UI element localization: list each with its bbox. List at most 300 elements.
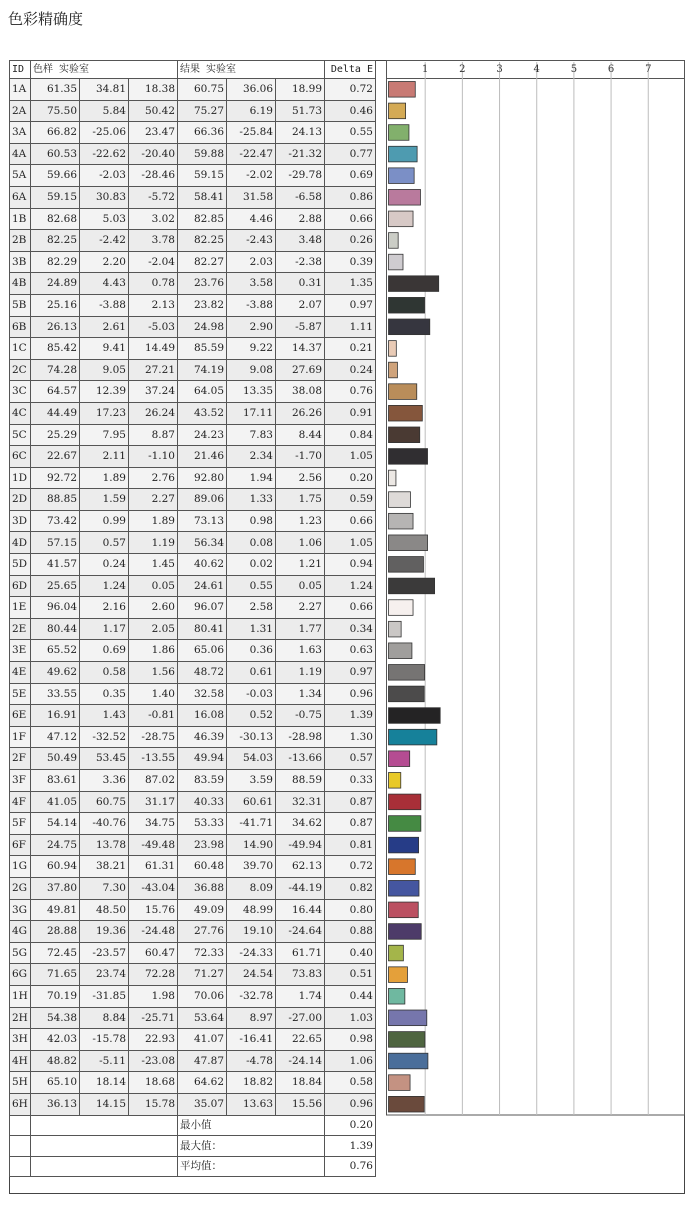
sample-b: -2.04: [129, 251, 178, 273]
sample-l: 64.57: [31, 381, 80, 403]
summary-blank: [31, 1136, 178, 1157]
summary-row: [10, 1115, 376, 1136]
table-row: [10, 770, 376, 792]
sample-b: 15.78: [129, 1093, 178, 1115]
sample-b: 87.02: [129, 770, 178, 792]
row-id: 2D: [10, 489, 31, 511]
row-id: 1E: [10, 597, 31, 619]
sample-b: -20.40: [129, 143, 178, 165]
x-tick-label: 6: [607, 64, 615, 75]
sample-b: 23.47: [129, 122, 178, 144]
result-l: 82.85: [178, 208, 227, 230]
result-a: 0.55: [227, 575, 276, 597]
result-a: 1.33: [227, 489, 276, 511]
delta-e-value: 1.30: [325, 726, 376, 748]
sample-l: 37.80: [31, 877, 80, 899]
sample-b: 1.56: [129, 662, 178, 684]
delta-e-bar: [389, 708, 441, 724]
sample-a: 23.74: [80, 964, 129, 986]
sample-a: 1.43: [80, 705, 129, 727]
result-b: 24.13: [276, 122, 325, 144]
result-b: 1.77: [276, 618, 325, 640]
row-id: 5D: [10, 554, 31, 576]
result-a: 0.98: [227, 510, 276, 532]
delta-e-value: 0.96: [325, 1093, 376, 1115]
delta-e-bar: [389, 492, 411, 508]
header-id: ID: [10, 61, 31, 79]
sample-a: 18.14: [80, 1072, 129, 1094]
delta-e-bar: [389, 600, 414, 616]
row-id: 6B: [10, 316, 31, 338]
sample-l: 16.91: [31, 705, 80, 727]
sample-a: 0.35: [80, 683, 129, 705]
delta-e-value: 1.06: [325, 1050, 376, 1072]
table-row: [10, 251, 376, 273]
delta-e-value: 0.66: [325, 597, 376, 619]
row-id: 6G: [10, 964, 31, 986]
delta-e-value: 0.72: [325, 79, 376, 101]
delta-e-bar: [389, 82, 416, 98]
sample-b: 26.24: [129, 402, 178, 424]
sample-a: 1.89: [80, 467, 129, 489]
sample-a: -40.76: [80, 813, 129, 835]
delta-e-value: 1.05: [325, 446, 376, 468]
delta-e-bar: [389, 794, 421, 810]
result-l: 32.58: [178, 683, 227, 705]
table-row: [10, 446, 376, 468]
delta-e-value: 1.35: [325, 273, 376, 295]
row-id: 5A: [10, 165, 31, 187]
table-row: [10, 640, 376, 662]
table-row: [10, 79, 376, 101]
delta-e-value: 0.66: [325, 208, 376, 230]
result-b: 8.44: [276, 424, 325, 446]
result-l: 41.07: [178, 1029, 227, 1051]
delta-e-value: 0.55: [325, 122, 376, 144]
summary-blank-id: [10, 1115, 31, 1136]
sample-a: -22.62: [80, 143, 129, 165]
table-row: [10, 165, 376, 187]
result-a: 6.19: [227, 100, 276, 122]
delta-e-bar: [389, 751, 410, 767]
result-b: -27.00: [276, 1007, 325, 1029]
header-delta: Delta E: [325, 61, 376, 79]
sample-a: 5.03: [80, 208, 129, 230]
result-b: 38.08: [276, 381, 325, 403]
result-l: 65.06: [178, 640, 227, 662]
sample-a: 1.24: [80, 575, 129, 597]
row-id: 6H: [10, 1093, 31, 1115]
sample-l: 71.65: [31, 964, 80, 986]
table-row: [10, 100, 376, 122]
delta-e-value: 0.21: [325, 338, 376, 360]
result-l: 58.41: [178, 186, 227, 208]
result-b: -49.94: [276, 834, 325, 856]
row-id: 6E: [10, 705, 31, 727]
sample-b: -1.10: [129, 446, 178, 468]
result-a: 3.58: [227, 273, 276, 295]
sample-b: 8.87: [129, 424, 178, 446]
row-id: 1C: [10, 338, 31, 360]
delta-e-bar: [389, 146, 418, 162]
result-a: 1.31: [227, 618, 276, 640]
result-l: 64.62: [178, 1072, 227, 1094]
delta-e-bar: [389, 557, 424, 573]
row-id: 3D: [10, 510, 31, 532]
result-l: 82.25: [178, 230, 227, 252]
row-id: 5E: [10, 683, 31, 705]
result-a: -41.71: [227, 813, 276, 835]
sample-a: 60.75: [80, 791, 129, 813]
result-b: -6.58: [276, 186, 325, 208]
sample-a: 2.11: [80, 446, 129, 468]
result-l: 23.98: [178, 834, 227, 856]
sample-l: 72.45: [31, 942, 80, 964]
result-l: 35.07: [178, 1093, 227, 1115]
sample-l: 82.25: [31, 230, 80, 252]
summary-blank: [31, 1115, 178, 1136]
delta-e-value: 0.33: [325, 770, 376, 792]
sample-b: -13.55: [129, 748, 178, 770]
sample-a: 9.41: [80, 338, 129, 360]
result-b: 2.88: [276, 208, 325, 230]
sample-l: 70.19: [31, 985, 80, 1007]
result-a: 4.46: [227, 208, 276, 230]
table-row: [10, 489, 376, 511]
delta-e-value: 0.86: [325, 186, 376, 208]
result-a: -2.43: [227, 230, 276, 252]
result-l: 24.98: [178, 316, 227, 338]
delta-e-value: 0.58: [325, 1072, 376, 1094]
result-a: -32.78: [227, 985, 276, 1007]
row-id: 6A: [10, 186, 31, 208]
table-row: [10, 1007, 376, 1029]
summary-value: 0.76: [325, 1156, 376, 1177]
row-id: 1B: [10, 208, 31, 230]
result-l: 23.76: [178, 273, 227, 295]
result-l: 53.33: [178, 813, 227, 835]
sample-l: 82.68: [31, 208, 80, 230]
delta-e-value: 0.44: [325, 985, 376, 1007]
table-row: [10, 683, 376, 705]
result-a: 2.90: [227, 316, 276, 338]
result-a: 1.94: [227, 467, 276, 489]
result-l: 85.59: [178, 338, 227, 360]
result-b: 15.56: [276, 1093, 325, 1115]
result-a: 2.03: [227, 251, 276, 273]
result-b: -24.64: [276, 921, 325, 943]
sample-b: 37.24: [129, 381, 178, 403]
result-a: 48.99: [227, 899, 276, 921]
sample-b: -25.71: [129, 1007, 178, 1029]
delta-e-bar: [389, 729, 437, 745]
sample-l: 80.44: [31, 618, 80, 640]
summary-row: [10, 1136, 376, 1157]
result-l: 70.06: [178, 985, 227, 1007]
row-id: 4A: [10, 143, 31, 165]
delta-e-bar: [389, 125, 409, 141]
result-l: 36.88: [178, 877, 227, 899]
delta-e-value: 0.87: [325, 791, 376, 813]
delta-e-bar: [389, 276, 439, 292]
result-a: 17.11: [227, 402, 276, 424]
result-b: 1.63: [276, 640, 325, 662]
sample-l: 92.72: [31, 467, 80, 489]
sample-b: -43.04: [129, 877, 178, 899]
delta-e-bar: [389, 362, 398, 378]
delta-e-bar: [389, 1032, 425, 1048]
sample-l: 66.82: [31, 122, 80, 144]
row-id: 1F: [10, 726, 31, 748]
sample-l: 41.57: [31, 554, 80, 576]
table-row: [10, 143, 376, 165]
sample-b: 22.93: [129, 1029, 178, 1051]
summary-row: [10, 1156, 376, 1177]
sample-l: 65.10: [31, 1072, 80, 1094]
sample-a: -2.03: [80, 165, 129, 187]
sample-a: 4.43: [80, 273, 129, 295]
result-b: -44.19: [276, 877, 325, 899]
row-id: 1D: [10, 467, 31, 489]
result-a: 13.35: [227, 381, 276, 403]
delta-e-value: 0.20: [325, 467, 376, 489]
table-row: [10, 554, 376, 576]
result-a: -25.84: [227, 122, 276, 144]
delta-e-value: 0.98: [325, 1029, 376, 1051]
row-id: 2C: [10, 359, 31, 381]
delta-e-value: 0.59: [325, 489, 376, 511]
summary-blank-id: [10, 1136, 31, 1157]
sample-b: 2.27: [129, 489, 178, 511]
table-row: [10, 510, 376, 532]
result-b: 61.71: [276, 942, 325, 964]
delta-e-bar: [389, 297, 425, 313]
color-accuracy-table: [9, 60, 376, 1177]
sample-b: 3.78: [129, 230, 178, 252]
result-l: 46.39: [178, 726, 227, 748]
delta-e-bar: [389, 319, 430, 335]
delta-e-bar: [389, 513, 414, 529]
sample-b: 2.76: [129, 467, 178, 489]
sample-a: 0.24: [80, 554, 129, 576]
table-row: [10, 359, 376, 381]
table-row: [10, 338, 376, 360]
delta-e-value: 1.39: [325, 705, 376, 727]
table-row: [10, 294, 376, 316]
sample-b: -5.03: [129, 316, 178, 338]
delta-e-bar: [389, 773, 401, 789]
sample-a: -15.78: [80, 1029, 129, 1051]
sample-l: 60.53: [31, 143, 80, 165]
sample-b: 31.17: [129, 791, 178, 813]
result-b: 1.06: [276, 532, 325, 554]
sample-l: 88.85: [31, 489, 80, 511]
delta-e-value: 0.51: [325, 964, 376, 986]
header-result: 结果 实验室: [178, 61, 325, 79]
sample-l: 65.52: [31, 640, 80, 662]
delta-e-value: 1.03: [325, 1007, 376, 1029]
row-id: 3H: [10, 1029, 31, 1051]
result-b: 2.56: [276, 467, 325, 489]
result-b: 34.62: [276, 813, 325, 835]
result-l: 96.07: [178, 597, 227, 619]
result-a: 7.83: [227, 424, 276, 446]
sample-l: 50.49: [31, 748, 80, 770]
x-tick-label: 1: [421, 64, 429, 75]
delta-e-bar-chart: [386, 60, 685, 1116]
delta-e-bar: [389, 988, 405, 1004]
delta-e-bar: [389, 837, 419, 853]
sample-a: 0.58: [80, 662, 129, 684]
row-id: 6C: [10, 446, 31, 468]
result-b: -0.75: [276, 705, 325, 727]
sample-l: 57.15: [31, 532, 80, 554]
sample-l: 33.55: [31, 683, 80, 705]
sample-b: 60.47: [129, 942, 178, 964]
result-a: 3.59: [227, 770, 276, 792]
table-row: [10, 273, 376, 295]
sample-b: -28.46: [129, 165, 178, 187]
result-b: 32.31: [276, 791, 325, 813]
result-b: -29.78: [276, 165, 325, 187]
result-l: 40.62: [178, 554, 227, 576]
sample-l: 61.35: [31, 79, 80, 101]
delta-e-bar: [389, 967, 408, 983]
x-tick-label: 2: [459, 64, 466, 75]
result-a: 0.52: [227, 705, 276, 727]
result-l: 21.46: [178, 446, 227, 468]
delta-e-value: 1.11: [325, 316, 376, 338]
sample-a: 3.36: [80, 770, 129, 792]
sample-a: 7.30: [80, 877, 129, 899]
result-a: -3.88: [227, 294, 276, 316]
sample-l: 83.61: [31, 770, 80, 792]
sample-a: 5.84: [80, 100, 129, 122]
result-a: 9.08: [227, 359, 276, 381]
sample-b: 2.05: [129, 618, 178, 640]
sample-b: 1.86: [129, 640, 178, 662]
result-b: -24.14: [276, 1050, 325, 1072]
row-id: 2H: [10, 1007, 31, 1029]
delta-e-value: 0.77: [325, 143, 376, 165]
delta-e-value: 0.96: [325, 683, 376, 705]
sample-b: 1.89: [129, 510, 178, 532]
result-b: 0.05: [276, 575, 325, 597]
sample-l: 47.12: [31, 726, 80, 748]
delta-e-bar: [389, 686, 425, 702]
table-row: [10, 726, 376, 748]
result-b: 1.74: [276, 985, 325, 1007]
sample-b: -23.08: [129, 1050, 178, 1072]
result-a: 31.58: [227, 186, 276, 208]
sample-a: 13.78: [80, 834, 129, 856]
result-a: 2.34: [227, 446, 276, 468]
row-id: 2E: [10, 618, 31, 640]
result-b: 1.75: [276, 489, 325, 511]
delta-e-bar: [389, 189, 421, 205]
sample-a: 38.21: [80, 856, 129, 878]
result-l: 82.27: [178, 251, 227, 273]
sample-a: -2.42: [80, 230, 129, 252]
row-id: 6D: [10, 575, 31, 597]
result-b: 1.21: [276, 554, 325, 576]
row-id: 6F: [10, 834, 31, 856]
delta-e-value: 0.57: [325, 748, 376, 770]
row-id: 1G: [10, 856, 31, 878]
delta-e-value: 0.76: [325, 381, 376, 403]
delta-e-bar: [389, 1053, 428, 1069]
result-a: 18.82: [227, 1072, 276, 1094]
delta-e-value: 0.87: [325, 813, 376, 835]
sample-b: 18.38: [129, 79, 178, 101]
delta-e-value: 0.94: [325, 554, 376, 576]
result-b: 62.13: [276, 856, 325, 878]
table-row: [10, 791, 376, 813]
table-header-row: [10, 61, 376, 79]
result-a: 24.54: [227, 964, 276, 986]
sample-l: 49.62: [31, 662, 80, 684]
row-id: 1A: [10, 79, 31, 101]
delta-e-bar: [389, 254, 404, 270]
summary-value: 0.20: [325, 1115, 376, 1136]
sample-a: -3.88: [80, 294, 129, 316]
sample-a: -25.06: [80, 122, 129, 144]
result-l: 27.76: [178, 921, 227, 943]
result-a: 8.09: [227, 877, 276, 899]
sample-l: 42.03: [31, 1029, 80, 1051]
sample-l: 48.82: [31, 1050, 80, 1072]
sample-l: 25.65: [31, 575, 80, 597]
result-a: 54.03: [227, 748, 276, 770]
delta-e-value: 0.97: [325, 294, 376, 316]
row-id: 4F: [10, 791, 31, 813]
sample-b: 3.02: [129, 208, 178, 230]
delta-e-value: 0.81: [325, 834, 376, 856]
table-row: [10, 316, 376, 338]
delta-e-value: 0.39: [325, 251, 376, 273]
result-a: 19.10: [227, 921, 276, 943]
result-b: -1.70: [276, 446, 325, 468]
delta-e-value: 0.80: [325, 899, 376, 921]
result-l: 47.87: [178, 1050, 227, 1072]
header-sample: 色样 实验室: [31, 61, 178, 79]
delta-e-bar: [389, 233, 399, 249]
result-l: 74.19: [178, 359, 227, 381]
result-b: 1.19: [276, 662, 325, 684]
result-b: 1.23: [276, 510, 325, 532]
table-row: [10, 748, 376, 770]
delta-e-value: 0.97: [325, 662, 376, 684]
delta-e-bar: [389, 427, 420, 443]
page-title: 色彩精确度: [8, 10, 84, 28]
sample-b: -0.81: [129, 705, 178, 727]
table-row: [10, 402, 376, 424]
sample-b: 1.40: [129, 683, 178, 705]
sample-b: 1.98: [129, 985, 178, 1007]
delta-e-value: 0.63: [325, 640, 376, 662]
delta-e-bar: [389, 1075, 411, 1091]
sample-l: 24.89: [31, 273, 80, 295]
result-b: 51.73: [276, 100, 325, 122]
table-row: [10, 186, 376, 208]
result-l: 60.48: [178, 856, 227, 878]
result-l: 49.94: [178, 748, 227, 770]
row-id: 1H: [10, 985, 31, 1007]
result-a: -2.02: [227, 165, 276, 187]
delta-e-value: 0.24: [325, 359, 376, 381]
table-row: [10, 705, 376, 727]
sample-b: -28.75: [129, 726, 178, 748]
